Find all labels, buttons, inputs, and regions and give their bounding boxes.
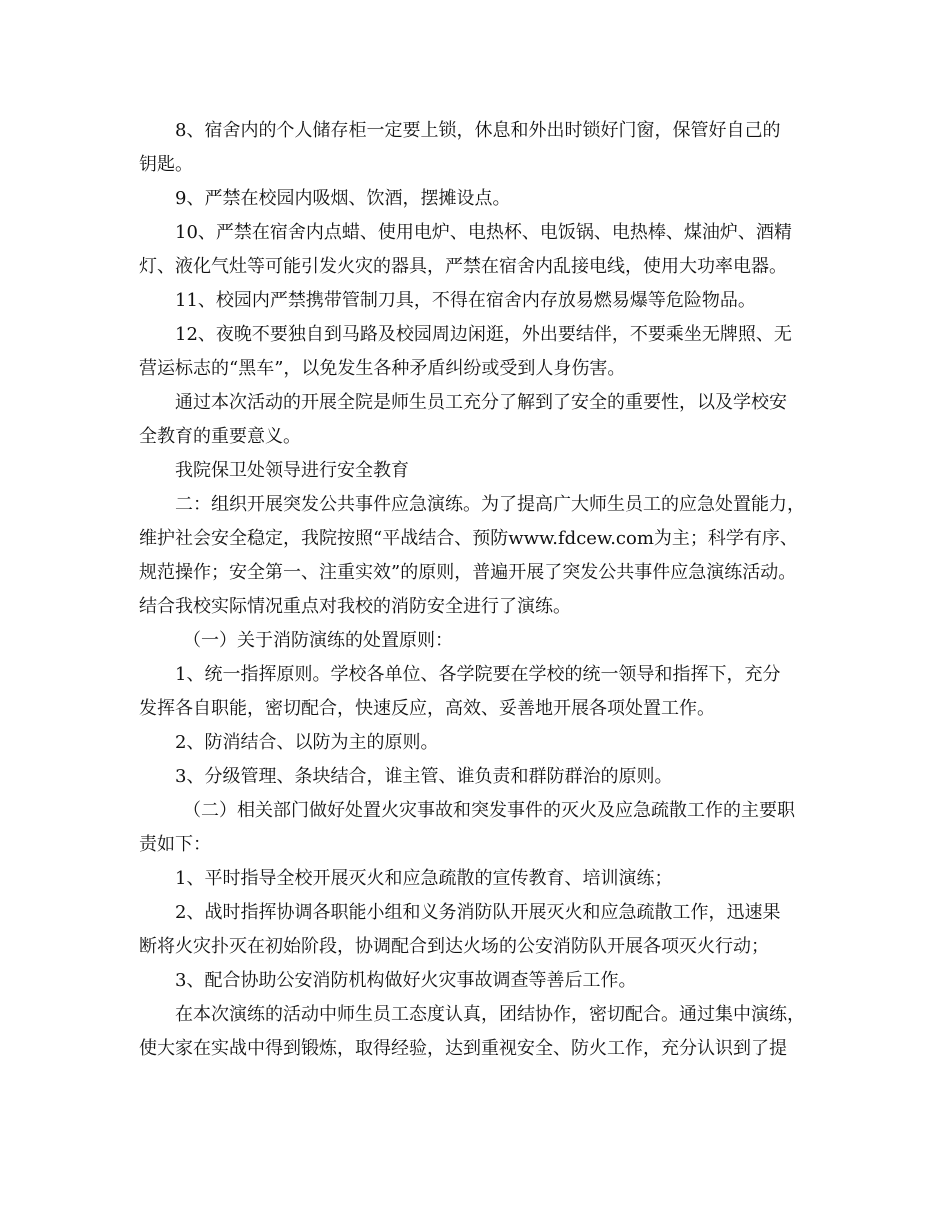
paragraph-duty-3 (139, 964, 829, 998)
paragraph-duty-2 (139, 896, 829, 964)
paragraph-12 (139, 318, 829, 386)
paragraph-principle-1 (139, 658, 829, 726)
paragraph-line: 2、战时指挥协调各职能小组和义务消防队开展灭火和应急疏散工作，迅速果 (175, 902, 781, 923)
paragraph-11 (139, 284, 829, 318)
paragraph-line: 维护社会安全稳定，我院按照“平战结合、预防www.fdcew.com为主；科学有序、 (139, 528, 798, 549)
paragraph-line: 结合我校实际情况重点对我校的消防安全进行了演练。 (139, 596, 571, 617)
paragraph-line: 12、夜晚不要独自到马路及校园周边闲逛，外出要结伴，不要乘坐无牌照、无 (175, 324, 792, 345)
paragraph-line: 断将火灾扑灭在初始阶段，协调配合到达火场的公安消防队开展各项灭火行动； (139, 936, 769, 957)
paragraph-line: 3、配合协助公安消防机构做好火灾事故调查等善后工作。 (175, 970, 637, 991)
paragraph-line: 我院保卫处领导进行安全教育 (175, 460, 409, 481)
paragraph-line: 8、宿舍内的个人储存柜一定要上锁，休息和外出时锁好门窗，保管好自己的 (175, 120, 781, 141)
paragraph-subsection-two (139, 794, 829, 862)
paragraph-line: 责如下： (139, 834, 211, 855)
paragraph-principle-2 (139, 726, 829, 760)
paragraph-line: 全教育的重要意义。 (139, 426, 301, 447)
paragraph-line: 10、严禁在宿舍内点蜡、使用电炉、电热杯、电饭锅、电热棒、煤油炉、酒精 (175, 222, 792, 243)
paragraph-line: （一）关于消防演练的处置原则： (183, 630, 453, 651)
paragraph-10 (139, 216, 829, 284)
paragraph-line: 9、严禁在校园内吸烟、饮酒，摆摊设点。 (175, 188, 511, 209)
paragraph-9 (139, 182, 829, 216)
paragraph-line: 规范操作；安全第一、注重实效”的原则，普遍开展了突发公共事件应急演练活动。 (139, 562, 797, 583)
paragraph-line: 二：组织开展突发公共事件应急演练。为了提高广大师生员工的应急处置能力， (175, 494, 805, 515)
paragraph-line: 3、分级管理、条块结合，谁主管、谁负责和群防群治的原则。 (175, 766, 673, 787)
paragraph-line: 使大家在实战中得到锻炼，取得经验，达到重视安全、防火工作，充分认识到了提 (139, 1038, 787, 1059)
paragraph-line: 1、平时指导全校开展灭火和应急疏散的宣传教育、培训演练； (175, 868, 673, 889)
paragraph-line: （二）相关部门做好处置火灾事故和突发事件的灭火及应急疏散工作的主要职 (183, 800, 795, 821)
paragraph-line: 11、校园内严禁携带管制刀具，不得在宿舍内存放易燃易爆等危险物品。 (175, 290, 756, 311)
paragraph-duty-1 (139, 862, 829, 896)
paragraph-8 (139, 114, 829, 182)
paragraph-caption (139, 454, 829, 488)
paragraph-conclusion (139, 998, 829, 1066)
paragraph-line: 营运标志的“黑车”，以免发生各种矛盾纠纷或受到人身伤害。 (139, 358, 626, 379)
paragraph-line: 在本次演练的活动中师生员工态度认真，团结协作，密切配合。通过集中演练， (175, 1004, 805, 1025)
paragraph-line: 灯、液化气灶等可能引发火灾的器具，严禁在宿舍内乱接电线，使用大功率电器。 (139, 256, 787, 277)
paragraph-line: 发挥各自职能，密切配合，快速反应，高效、妥善地开展各项处置工作。 (139, 698, 715, 719)
paragraph-principle-3 (139, 760, 829, 794)
paragraph-subsection-one (139, 624, 829, 658)
paragraph-line: 1、统一指挥原则。学校各单位、各学院要在学校的统一领导和指挥下，充分 (175, 664, 781, 685)
paragraph-summary (139, 386, 829, 454)
document-body (139, 114, 829, 1066)
paragraph-line: 通过本次活动的开展全院是师生员工充分了解到了安全的重要性，以及学校安 (175, 392, 787, 413)
paragraph-section-two (139, 488, 829, 624)
paragraph-line: 钥匙。 (139, 154, 193, 175)
paragraph-line: 2、防消结合、以防为主的原则。 (175, 732, 439, 753)
